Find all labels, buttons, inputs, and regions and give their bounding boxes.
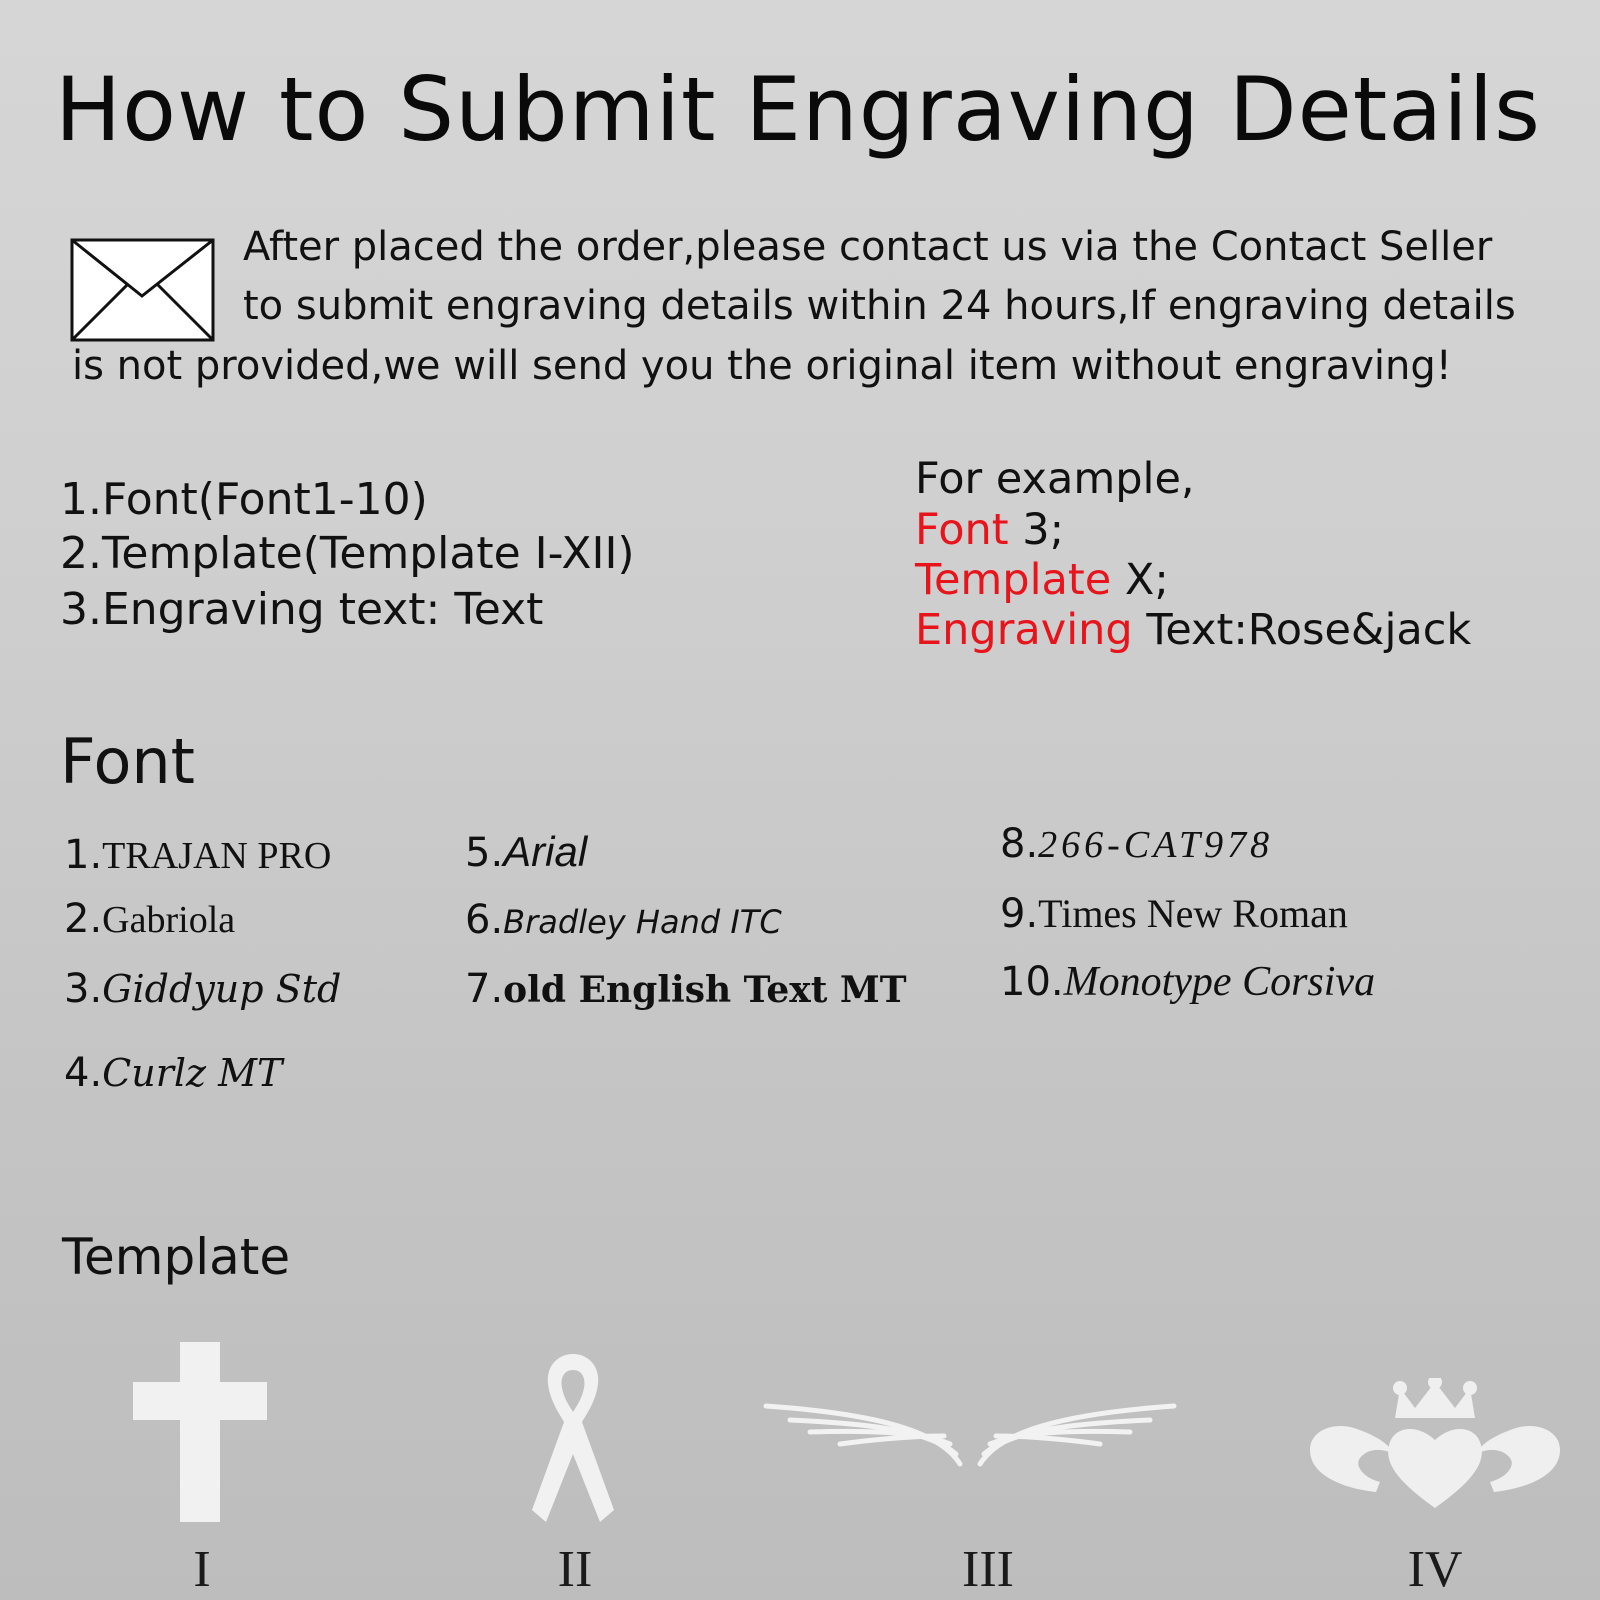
font-option-name: Monotype Corsiva: [1063, 959, 1376, 1005]
example-template-key: Template: [915, 555, 1112, 605]
example-font-key: Font: [915, 505, 1009, 555]
intro-line-1: After placed the order,please contact us via the Contact Seller: [243, 224, 1493, 270]
envelope-icon: [70, 238, 215, 342]
font-option-8: [1000, 821, 1273, 867]
font-option-number: 7.: [465, 966, 504, 1012]
font-option-name: Times New Roman: [1038, 891, 1348, 936]
example-engraving: [915, 605, 1471, 655]
font-option-name: Gabriola: [102, 899, 236, 941]
font-option-number: 2.: [64, 896, 103, 942]
font-option-name: 266-CAT978: [1038, 824, 1274, 866]
font-option-1: [64, 832, 331, 878]
font-option-number: 8.: [1000, 821, 1039, 867]
font-option-name: Giddyup Std: [102, 967, 342, 1011]
example-font-value: 3;: [1008, 505, 1065, 555]
font-option-10: [1000, 958, 1375, 1006]
font-option-number: 10.: [1000, 959, 1064, 1005]
font-option-name: old English Text MT: [503, 969, 907, 1011]
font-option-9: [1000, 890, 1348, 937]
font-option-3: [64, 966, 341, 1012]
font-option-name: Bradley Hand ITC: [503, 903, 782, 941]
requirement-text: 3.Engraving text: Text: [60, 584, 544, 635]
font-option-number: 1.: [64, 832, 103, 878]
font-option-4: [64, 1050, 282, 1096]
example-template: [915, 555, 1169, 605]
font-option-2: [64, 896, 235, 942]
font-option-number: 6.: [465, 897, 504, 943]
font-option-name: TRAJAN PRO: [102, 835, 332, 877]
template-label-1: I: [193, 1541, 211, 1598]
ribbon-icon: [528, 1350, 618, 1524]
font-option-6: [465, 897, 782, 943]
wings-icon: [760, 1392, 1180, 1472]
font-option-number: 3.: [64, 966, 103, 1012]
example-engraving-value: Text:Rose&jack: [1132, 605, 1472, 655]
claddagh-icon: [1310, 1378, 1560, 1514]
example-template-value: X;: [1111, 555, 1169, 605]
template-label-4: IV: [1407, 1541, 1463, 1598]
example-engraving-key: Engraving: [915, 605, 1133, 655]
font-option-name: Curlz MT: [102, 1051, 283, 1095]
font-section-heading: Font: [60, 725, 195, 798]
template-section-heading: Template: [62, 1228, 291, 1286]
requirement-font: 1.Font(Font1-10): [60, 474, 428, 525]
font-option-7: [465, 966, 907, 1012]
example-font: [915, 505, 1064, 555]
template-label-3: III: [962, 1541, 1014, 1598]
font-option-5: [465, 828, 587, 876]
page-title: How to Submit Engraving Details: [55, 58, 1541, 161]
font-option-number: 5.: [465, 830, 504, 876]
requirement-template: 2.Template(Template I-XII): [60, 528, 635, 579]
intro-line-3: is not provided,we will send you the original item without engraving!: [72, 343, 1452, 389]
font-option-number: 9.: [1000, 891, 1039, 937]
font-option-number: 4.: [64, 1050, 103, 1096]
intro-line-2: to submit engraving details within 24 hours,If engraving details: [243, 283, 1516, 329]
template-label-2: II: [557, 1541, 593, 1598]
cross-icon: [133, 1342, 267, 1522]
example-heading: For example,: [915, 454, 1195, 504]
font-option-name: Arial: [503, 828, 588, 875]
